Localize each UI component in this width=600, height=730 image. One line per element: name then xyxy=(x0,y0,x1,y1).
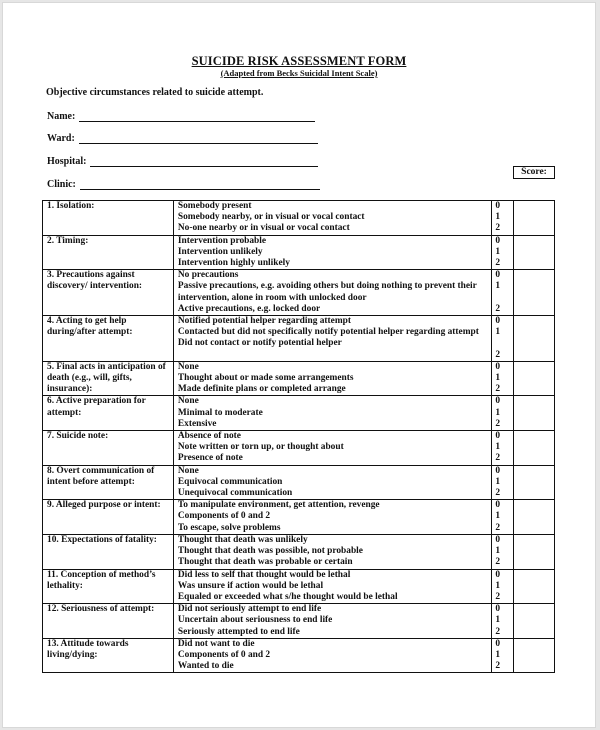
option-text: Did not contact or notify potential helper xyxy=(177,338,342,349)
option-points: 2 xyxy=(495,557,501,568)
option-points: 1 xyxy=(495,373,501,384)
option-text: Equivocal communication xyxy=(177,476,283,487)
option-points: 1 xyxy=(495,246,501,257)
item-row xyxy=(43,431,555,466)
option-points: 1 xyxy=(495,327,501,338)
item-options xyxy=(173,396,491,431)
option-points: 2 xyxy=(495,488,501,499)
item-question: 3. Precautions against discovery/ intervention: xyxy=(43,270,174,316)
option-points: 1 xyxy=(495,476,501,487)
item-options xyxy=(173,270,491,316)
option-points: 2 xyxy=(495,591,501,602)
option-text: No precautions xyxy=(177,270,239,281)
option-text: Presence of note xyxy=(177,453,243,464)
option-text: Note written or torn up, or thought about xyxy=(177,442,344,453)
item-points xyxy=(492,235,513,270)
option-points: 0 xyxy=(495,500,501,511)
item-row xyxy=(43,270,555,316)
option-text: Unequivocal communication xyxy=(177,488,293,499)
option-points: 0 xyxy=(495,235,501,246)
item-row xyxy=(43,638,555,673)
option-points: 0 xyxy=(495,534,501,545)
option-points: 0 xyxy=(495,569,501,580)
option-text: To manipulate environment, get attention, revenge xyxy=(177,500,380,511)
item-points xyxy=(492,569,513,604)
item-score-cell[interactable] xyxy=(513,235,554,270)
option-points: 2 xyxy=(495,418,501,429)
form-title: SUICIDE RISK ASSESSMENT FORM xyxy=(191,54,407,68)
points-spacer xyxy=(495,338,512,349)
item-row xyxy=(43,361,555,396)
item-options xyxy=(173,534,491,569)
item-points xyxy=(492,465,513,500)
option-text: Active precautions, e.g. locked door xyxy=(177,303,321,314)
option-points: 0 xyxy=(495,396,501,407)
option-text: Wanted to die xyxy=(177,661,234,672)
item-row xyxy=(43,500,555,535)
item-row xyxy=(43,201,555,236)
item-options xyxy=(173,431,491,466)
option-text: Thought that death was unlikely xyxy=(177,534,308,545)
item-options xyxy=(173,569,491,604)
option-text: To escape, solve problems xyxy=(177,522,281,533)
option-points: 2 xyxy=(495,349,501,360)
item-score-cell[interactable] xyxy=(513,201,554,236)
option-points: 0 xyxy=(495,465,501,476)
option-text: Extensive xyxy=(177,418,217,429)
hospital-input-line[interactable] xyxy=(90,157,318,167)
option-text: Absence of note xyxy=(177,431,241,442)
item-options xyxy=(173,316,491,362)
option-text: Thought that death was possible, not probable xyxy=(177,546,363,557)
assessment-table xyxy=(42,200,555,673)
item-points xyxy=(492,604,513,639)
item-question: 12. Seriousness of attempt: xyxy=(43,604,174,639)
item-question: 13. Attitude towards living/dying: xyxy=(43,638,174,673)
item-question: 8. Overt communication of intent before attempt: xyxy=(43,465,174,500)
option-text: Intervention unlikely xyxy=(177,246,263,257)
option-text: Notified potential helper regarding attempt xyxy=(177,316,351,327)
item-score-cell[interactable] xyxy=(513,569,554,604)
item-options xyxy=(173,201,491,236)
item-question: 9. Alleged purpose or intent: xyxy=(43,500,174,535)
option-text: Was unsure if action would be lethal xyxy=(177,580,324,591)
option-points: 0 xyxy=(495,604,501,615)
item-row xyxy=(43,604,555,639)
item-question: 7. Suicide note: xyxy=(43,431,174,466)
intro-text: Objective circumstances related to suicide attempt. xyxy=(46,87,264,98)
item-points xyxy=(492,534,513,569)
item-options xyxy=(173,638,491,673)
option-points: 2 xyxy=(495,661,501,672)
option-points: 0 xyxy=(495,316,501,327)
item-row xyxy=(43,465,555,500)
points-spacer xyxy=(495,293,512,304)
item-score-cell[interactable] xyxy=(513,396,554,431)
option-text: Did not seriously attempt to end life xyxy=(177,604,322,615)
option-points: 2 xyxy=(495,223,501,234)
option-points: 1 xyxy=(495,442,501,453)
option-text: None xyxy=(177,361,199,372)
item-row xyxy=(43,534,555,569)
option-points: 0 xyxy=(495,431,501,442)
option-text: None xyxy=(177,465,199,476)
ward-input-line[interactable] xyxy=(79,134,318,144)
option-points: 2 xyxy=(495,453,501,464)
item-question: 6. Active preparation for attempt: xyxy=(43,396,174,431)
option-text: Components of 0 and 2 xyxy=(177,649,271,660)
ward-field xyxy=(47,133,318,144)
item-question: 1. Isolation: xyxy=(43,201,174,236)
item-row xyxy=(43,396,555,431)
item-row xyxy=(43,235,555,270)
option-text: Thought about or made some arrangements xyxy=(177,373,354,384)
option-points: 0 xyxy=(495,201,501,211)
item-score-cell[interactable] xyxy=(513,638,554,673)
item-score-cell[interactable] xyxy=(513,604,554,639)
item-question: 2. Timing: xyxy=(43,235,174,270)
item-question: 5. Final acts in anticipation of death (e.g., will, gifts, insurance): xyxy=(43,361,174,396)
item-row xyxy=(43,569,555,604)
item-points xyxy=(492,201,513,236)
option-text: Seriously attempted to end life xyxy=(177,626,300,637)
item-row xyxy=(43,316,555,362)
item-points xyxy=(492,396,513,431)
item-options xyxy=(173,361,491,396)
option-text: Did not want to die xyxy=(177,638,255,649)
item-score-cell[interactable] xyxy=(513,431,554,466)
item-question: 11. Conception of method’s lethality: xyxy=(43,569,174,604)
option-text: No-one nearby or in visual or vocal contact xyxy=(177,223,350,234)
option-text: Did less to self that thought would be lethal xyxy=(177,569,351,580)
option-points: 0 xyxy=(495,270,501,281)
option-points: 2 xyxy=(495,626,501,637)
option-text: Uncertain about seriousness to end life xyxy=(177,615,333,626)
option-text: Minimal to moderate xyxy=(177,407,263,418)
option-text: Components of 0 and 2 xyxy=(177,511,271,522)
option-text: Contacted but did not specifically notify potential helper regarding attempt xyxy=(177,327,479,338)
item-points xyxy=(492,431,513,466)
option-text: Somebody present xyxy=(177,201,252,211)
option-points: 1 xyxy=(495,649,501,660)
option-text: Passive precautions, e.g. avoiding others but doing nothing to prevent their intervention, alone in room with unlocked door xyxy=(177,281,477,303)
option-points: 2 xyxy=(495,522,501,533)
option-points: 1 xyxy=(495,615,501,626)
option-points: 1 xyxy=(495,212,501,223)
option-points: 2 xyxy=(495,384,501,395)
document-page xyxy=(2,2,596,728)
option-points: 1 xyxy=(495,407,501,418)
name-input-line[interactable] xyxy=(79,112,315,122)
item-options xyxy=(173,604,491,639)
option-text: Intervention probable xyxy=(177,235,267,246)
option-points: 1 xyxy=(495,546,501,557)
item-score-cell[interactable] xyxy=(513,361,554,396)
clinic-label: Clinic: xyxy=(47,179,76,190)
item-options xyxy=(173,465,491,500)
option-points: 0 xyxy=(495,638,501,649)
item-options xyxy=(173,235,491,270)
option-points: 0 xyxy=(495,361,501,372)
name-field xyxy=(47,111,315,122)
option-points: 2 xyxy=(495,258,501,269)
option-text: Intervention highly unlikely xyxy=(177,258,290,269)
name-label: Name: xyxy=(47,111,76,122)
item-score-cell[interactable] xyxy=(513,316,554,362)
option-points: 1 xyxy=(495,281,501,292)
clinic-field xyxy=(47,179,320,190)
option-text: Thought that death was probable or certain xyxy=(177,557,353,568)
ward-label: Ward: xyxy=(47,133,75,144)
option-points: 1 xyxy=(495,511,501,522)
item-question: 4. Acting to get help during/after attempt: xyxy=(43,316,174,362)
option-text: Somebody nearby, or in visual or vocal contact xyxy=(177,212,365,223)
option-points: 1 xyxy=(495,580,501,591)
item-points xyxy=(492,270,513,316)
item-points xyxy=(492,316,513,362)
item-score-cell[interactable] xyxy=(513,534,554,569)
item-score-cell[interactable] xyxy=(513,465,554,500)
option-points: 2 xyxy=(495,303,501,314)
score-label: Score: xyxy=(513,166,555,179)
item-points xyxy=(492,361,513,396)
item-points xyxy=(492,638,513,673)
item-score-cell[interactable] xyxy=(513,500,554,535)
option-text: None xyxy=(177,396,199,407)
item-options xyxy=(173,500,491,535)
clinic-input-line[interactable] xyxy=(80,180,320,190)
hospital-label: Hospital: xyxy=(47,156,87,167)
hospital-field xyxy=(47,156,318,167)
option-text: Made definite plans or completed arrange xyxy=(177,384,346,395)
item-score-cell[interactable] xyxy=(513,270,554,316)
item-points xyxy=(492,500,513,535)
option-text: Equaled or exceeded what s/he thought would be lethal xyxy=(177,591,398,602)
item-question: 10. Expectations of fatality: xyxy=(43,534,174,569)
form-subtitle: (Adapted from Becks Suicidal Intent Scale) xyxy=(220,68,378,78)
